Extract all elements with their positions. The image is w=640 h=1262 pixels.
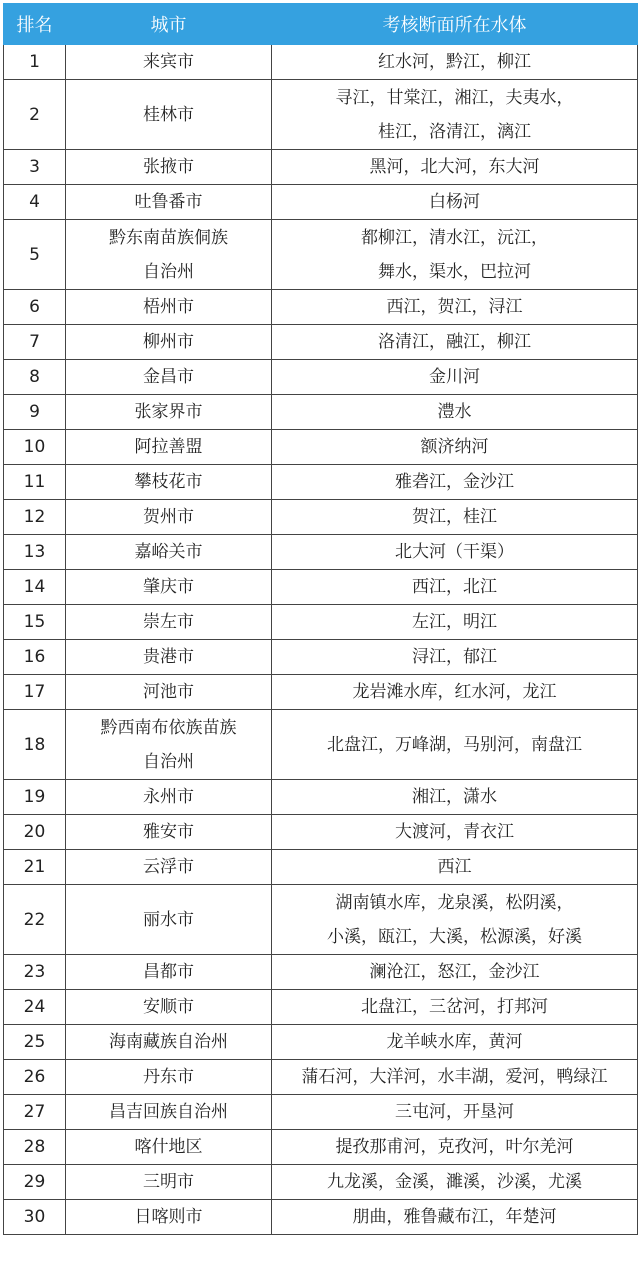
city-cell xyxy=(66,465,272,500)
water-line: 蒲石河，大洋河，水丰湖，爱河，鸭绿江 xyxy=(301,1067,608,1087)
city-line: 黔东南苗族侗族 xyxy=(109,227,228,248)
city-cell xyxy=(66,1095,272,1130)
city-line: 安顺市 xyxy=(143,997,194,1017)
water-cell xyxy=(272,605,638,640)
table-row xyxy=(4,290,638,325)
table-row xyxy=(4,1200,638,1235)
header-city: 城市 xyxy=(66,4,272,45)
water-cell xyxy=(272,185,638,220)
city-cell xyxy=(66,1200,272,1235)
rank-cell: 1 xyxy=(4,45,66,80)
table-row xyxy=(4,675,638,710)
city-line: 贵港市 xyxy=(143,647,194,667)
table-row xyxy=(4,885,638,955)
water-line: 湘江，潇水 xyxy=(412,787,497,807)
city-line: 三明市 xyxy=(143,1172,194,1192)
water-line: 额济纳河 xyxy=(420,437,489,457)
rank-cell: 25 xyxy=(4,1025,66,1060)
table-row xyxy=(4,850,638,885)
rank-cell: 18 xyxy=(4,710,66,780)
water-cell xyxy=(272,815,638,850)
city-line: 丽水市 xyxy=(143,909,194,930)
water-cell xyxy=(272,885,638,955)
table-row xyxy=(4,185,638,220)
rank-cell: 26 xyxy=(4,1060,66,1095)
city-cell xyxy=(66,150,272,185)
table-row xyxy=(4,640,638,675)
header-water: 考核断面所在水体 xyxy=(272,4,638,45)
water-line: 西江，北江 xyxy=(412,577,497,597)
water-cell xyxy=(272,465,638,500)
ranking-table xyxy=(3,3,638,1235)
water-line: 龙羊峡水库，黄河 xyxy=(386,1032,523,1052)
water-cell xyxy=(272,45,638,80)
water-line: 左江，明江 xyxy=(412,612,497,632)
city-line: 河池市 xyxy=(143,682,194,702)
water-line: 洛清江，融江，柳江 xyxy=(378,332,531,352)
water-line: 小溪，瓯江，大溪，松源溪，好溪 xyxy=(327,926,582,947)
city-line: 永州市 xyxy=(143,787,194,807)
table-row xyxy=(4,815,638,850)
water-line: 西江 xyxy=(437,857,472,877)
water-line: 澜沧江，怒江，金沙江 xyxy=(369,962,540,982)
city-line: 雅安市 xyxy=(143,822,194,842)
city-cell xyxy=(66,1060,272,1095)
water-line: 朋曲，雅鲁藏布江，年楚河 xyxy=(352,1207,557,1227)
table-row xyxy=(4,360,638,395)
city-cell xyxy=(66,1130,272,1165)
rank-cell: 6 xyxy=(4,290,66,325)
table-row xyxy=(4,1165,638,1200)
water-line: 贺江，桂江 xyxy=(412,507,497,527)
table-row xyxy=(4,80,638,150)
city-line: 黔西南布依族苗族 xyxy=(100,717,237,738)
city-cell xyxy=(66,535,272,570)
city-line: 金昌市 xyxy=(143,367,194,387)
table-row xyxy=(4,570,638,605)
rank-cell: 9 xyxy=(4,395,66,430)
city-cell xyxy=(66,570,272,605)
table-row xyxy=(4,535,638,570)
water-line: 雅砻江，金沙江 xyxy=(395,472,514,492)
city-line: 张掖市 xyxy=(143,157,194,177)
water-cell xyxy=(272,150,638,185)
table-body xyxy=(4,45,638,1235)
city-cell xyxy=(66,815,272,850)
water-cell xyxy=(272,500,638,535)
water-line: 北盘江，万峰湖，马别河，南盘江 xyxy=(327,734,582,755)
city-cell xyxy=(66,500,272,535)
city-cell xyxy=(66,1025,272,1060)
table-row xyxy=(4,45,638,80)
water-cell xyxy=(272,675,638,710)
city-cell xyxy=(66,220,272,290)
city-cell xyxy=(66,185,272,220)
rank-cell: 12 xyxy=(4,500,66,535)
water-line: 北盘江，三岔河，打邦河 xyxy=(361,997,548,1017)
city-line: 梧州市 xyxy=(143,297,194,317)
water-line: 大渡河，青衣江 xyxy=(395,822,514,842)
rank-cell: 4 xyxy=(4,185,66,220)
city-line: 吐鲁番市 xyxy=(134,192,203,212)
water-line: 寻江，甘棠江，湘江，夫夷水， xyxy=(335,87,574,108)
water-cell xyxy=(272,80,638,150)
city-cell xyxy=(66,710,272,780)
rank-cell: 15 xyxy=(4,605,66,640)
water-cell xyxy=(272,955,638,990)
city-line: 贺州市 xyxy=(143,507,194,527)
water-cell xyxy=(272,395,638,430)
rank-cell: 24 xyxy=(4,990,66,1025)
city-cell xyxy=(66,640,272,675)
table-row xyxy=(4,325,638,360)
rank-cell: 23 xyxy=(4,955,66,990)
water-line: 澧水 xyxy=(437,402,472,422)
water-cell xyxy=(272,290,638,325)
rank-cell: 29 xyxy=(4,1165,66,1200)
header-row xyxy=(4,4,638,45)
table-row xyxy=(4,990,638,1025)
water-line: 桂江，洛清江，漓江 xyxy=(378,121,531,142)
city-line: 丹东市 xyxy=(143,1067,194,1087)
water-line: 浔江，郁江 xyxy=(412,647,497,667)
city-cell xyxy=(66,290,272,325)
water-cell xyxy=(272,1025,638,1060)
rank-cell: 17 xyxy=(4,675,66,710)
city-cell xyxy=(66,360,272,395)
city-line: 昌吉回族自治州 xyxy=(109,1102,228,1122)
table-row xyxy=(4,1060,638,1095)
rank-cell: 22 xyxy=(4,885,66,955)
table-row xyxy=(4,1025,638,1060)
water-line: 金川河 xyxy=(429,367,480,387)
rank-cell: 14 xyxy=(4,570,66,605)
water-line: 九龙溪，金溪，濉溪，沙溪，尤溪 xyxy=(327,1172,582,1192)
rank-cell: 27 xyxy=(4,1095,66,1130)
table-row xyxy=(4,955,638,990)
city-cell xyxy=(66,990,272,1025)
table-row xyxy=(4,1130,638,1165)
city-cell xyxy=(66,955,272,990)
city-line: 昌都市 xyxy=(143,962,194,982)
table-row xyxy=(4,710,638,780)
water-cell xyxy=(272,780,638,815)
table-row xyxy=(4,605,638,640)
city-line: 嘉峪关市 xyxy=(134,542,203,562)
city-cell xyxy=(66,1165,272,1200)
city-line: 喀什地区 xyxy=(134,1137,203,1157)
city-cell xyxy=(66,325,272,360)
water-cell xyxy=(272,1130,638,1165)
city-cell xyxy=(66,885,272,955)
water-cell xyxy=(272,850,638,885)
rank-cell: 19 xyxy=(4,780,66,815)
city-line: 攀枝花市 xyxy=(134,472,203,492)
water-cell xyxy=(272,1060,638,1095)
city-cell xyxy=(66,45,272,80)
water-cell xyxy=(272,360,638,395)
water-cell xyxy=(272,990,638,1025)
city-cell xyxy=(66,780,272,815)
water-cell xyxy=(272,1200,638,1235)
table-row xyxy=(4,1095,638,1130)
water-cell xyxy=(272,220,638,290)
water-line: 湖南镇水库，龙泉溪，松阴溪， xyxy=(335,892,574,913)
rank-cell: 3 xyxy=(4,150,66,185)
city-line: 海南藏族自治州 xyxy=(109,1032,228,1052)
water-line: 三屯河，开垦河 xyxy=(395,1102,514,1122)
city-line: 自治州 xyxy=(143,751,194,772)
city-line: 阿拉善盟 xyxy=(134,437,203,457)
city-cell xyxy=(66,430,272,465)
rank-cell: 20 xyxy=(4,815,66,850)
water-cell xyxy=(272,710,638,780)
city-line: 肇庆市 xyxy=(143,577,194,597)
table-row xyxy=(4,780,638,815)
water-cell xyxy=(272,1165,638,1200)
water-line: 黑河，北大河，东大河 xyxy=(369,157,540,177)
rank-cell: 16 xyxy=(4,640,66,675)
rank-cell: 8 xyxy=(4,360,66,395)
table-row xyxy=(4,220,638,290)
city-cell xyxy=(66,80,272,150)
rank-cell: 13 xyxy=(4,535,66,570)
water-cell xyxy=(272,1095,638,1130)
water-cell xyxy=(272,640,638,675)
city-line: 自治州 xyxy=(143,261,194,282)
rank-cell: 28 xyxy=(4,1130,66,1165)
water-cell xyxy=(272,535,638,570)
water-line: 红水河，黔江，柳江 xyxy=(378,52,531,72)
water-line: 白杨河 xyxy=(429,192,480,212)
city-cell xyxy=(66,605,272,640)
water-line: 提孜那甫河，克孜河，叶尔羌河 xyxy=(335,1137,574,1157)
city-line: 桂林市 xyxy=(143,104,194,125)
city-cell xyxy=(66,675,272,710)
city-cell xyxy=(66,395,272,430)
city-line: 来宾市 xyxy=(143,52,194,72)
rank-cell: 10 xyxy=(4,430,66,465)
water-line: 龙岩滩水库，红水河，龙江 xyxy=(352,682,557,702)
city-line: 柳州市 xyxy=(143,332,194,352)
city-line: 云浮市 xyxy=(143,857,194,877)
water-cell xyxy=(272,570,638,605)
water-line: 西江，贺江，浔江 xyxy=(386,297,523,317)
table-row xyxy=(4,430,638,465)
rank-cell: 7 xyxy=(4,325,66,360)
water-line: 舞水，渠水，巴拉河 xyxy=(378,261,531,282)
rank-cell: 21 xyxy=(4,850,66,885)
table-row xyxy=(4,150,638,185)
table-row xyxy=(4,500,638,535)
city-line: 日喀则市 xyxy=(134,1207,203,1227)
city-line: 崇左市 xyxy=(143,612,194,632)
table-row xyxy=(4,395,638,430)
water-line: 北大河（干渠） xyxy=(395,542,514,562)
rank-cell: 30 xyxy=(4,1200,66,1235)
header-rank: 排名 xyxy=(4,4,66,45)
city-line: 张家界市 xyxy=(134,402,203,422)
water-cell xyxy=(272,430,638,465)
water-cell xyxy=(272,325,638,360)
city-cell xyxy=(66,850,272,885)
rank-cell: 5 xyxy=(4,220,66,290)
water-line: 都柳江，清水江，沅江， xyxy=(361,227,548,248)
rank-cell: 11 xyxy=(4,465,66,500)
rank-cell: 2 xyxy=(4,80,66,150)
table-row xyxy=(4,465,638,500)
